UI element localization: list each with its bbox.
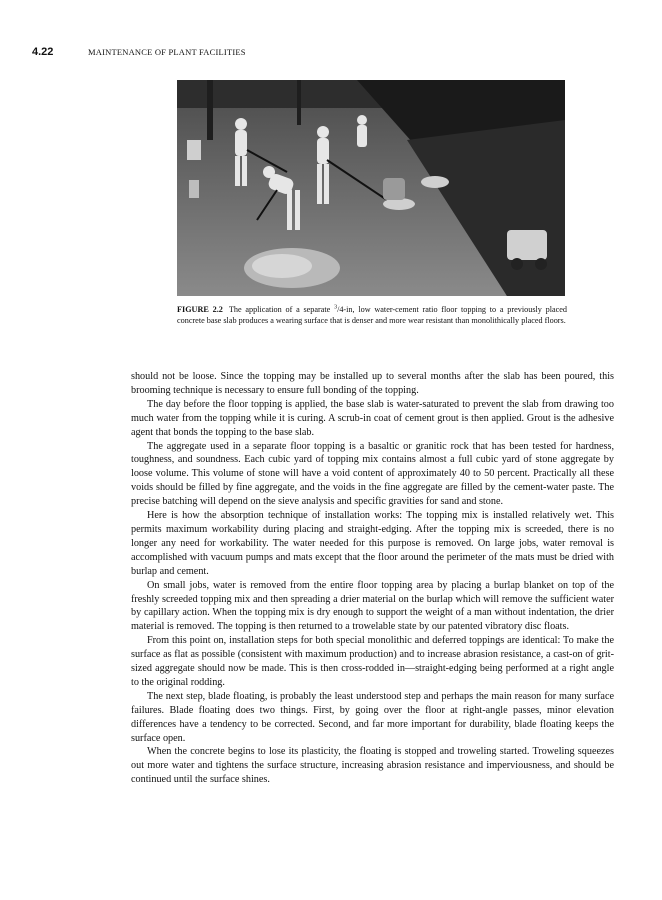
paragraph: The day before the floor topping is applied, the base slab is water-saturated to prevent the slab from drawing too much water from the topping while it is curing. A scrub-in coat of cement grout is then applied. Grout is the adhesive agent that bonds the topping to the base slab. bbox=[131, 398, 614, 438]
caption-text-end: /4-in, low water-cement ratio floor topping to a previously placed concrete base slab produces a wearing surface that is denser and more wear resistant than monolithically placed floors. bbox=[177, 305, 567, 325]
figure-label: FIGURE 2.2 bbox=[177, 305, 223, 314]
paragraph: From this point on, installation steps for both special monolithic and deferred toppings are identical: To make the surface as flat as possible (consistent with maximum production) and to increase abrasion resistance, a cast-on of grit-sized aggregate should now be made. This is then cross-rodded in—straight-edging being performed at a right angle to the original rodding. bbox=[131, 635, 614, 688]
paragraph: should not be loose. Since the topping may be installed up to several months after the slab has been poured, this brooming technique is necessary to ensure full bonding of the topping. bbox=[131, 371, 614, 396]
caption-text-start: The application of a separate bbox=[228, 305, 335, 314]
paragraph: When the concrete begins to lose its plasticity, the floating is stopped and troweling started. Troweling squeezes out more water and tightens the surface structure, increasing abrasion resistance and imperviousness, and should be continued until the surface shines. bbox=[131, 746, 614, 786]
page-number: 4.22 bbox=[32, 46, 54, 58]
paragraph: On small jobs, water is removed from the entire floor topping area by placing a burlap blanket on top of the freshly screeded topping mix and then spreading a drier material on the burlap which will remove the sufficient water by capillary action. When the topping mix is dry enough to support the weight of a man without indentation, the drier material is removed. The topping is then returned to a trowelable state by our patented vibratory disc floats. bbox=[131, 579, 614, 633]
paragraph: Here is how the absorption technique of installation works: The topping mix is installed relatively wet. This permits maximum workability during placing and straight-edging. After the topping mix is screeded, there is no longer any need for workability. The water needed for this purpose is removed. On large jobs, water removal is accomplished with vacuum pumps and mats except that the floor around the perimeter of the mats must be dried with burlap and cement. bbox=[131, 510, 614, 577]
paragraph: The aggregate used in a separate floor topping is a basaltic or granitic rock that has been tested for hardness, toughness, and soundness. Each cubic yard of topping mix contains almost a full cubic yard of stone aggregate by loose volume. This volume of stone will have a void content of approximately 40 to 50 percent. Practically all these voids should be filled by fine aggregate, and the voids in the fine aggregate are filled by the cement-water paste. The precise batching will depend on the sieve analysis and specific gravities for sand and stone. bbox=[131, 440, 614, 508]
caption-fraction-numerator: 3 bbox=[334, 304, 338, 311]
paragraph: The next step, blade floating, is probably the least understood step and perhaps the main reason for many surface failures. Blade floating does two things. First, by going over the floor at right-angle passes, minor elevation differences have a tendency to be corrected. Second, and far more important for durability, blade floating keeps the surface open. bbox=[131, 690, 614, 744]
running-title: MAINTENANCE OF PLANT FACILITIES bbox=[88, 47, 246, 57]
body-text bbox=[131, 370, 614, 787]
figure-photo bbox=[177, 80, 565, 296]
figure-caption bbox=[177, 304, 567, 326]
page-header bbox=[32, 46, 632, 62]
